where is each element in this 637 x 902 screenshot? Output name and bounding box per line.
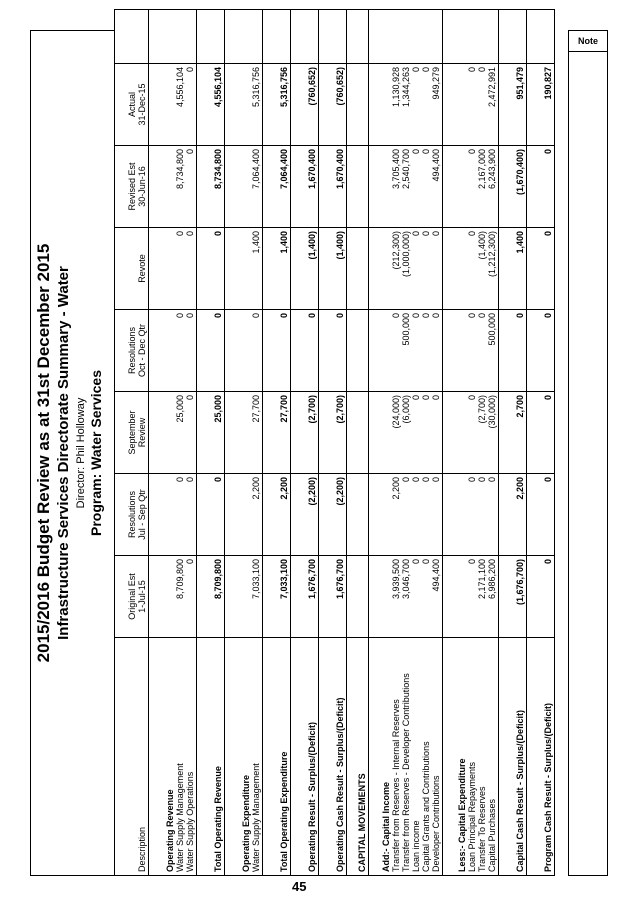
capital-movements-heading: CAPITAL MOVEMENTS: [347, 638, 369, 876]
table-row: Operating Result - Surplus/(Deficit) 1,676,700 (2,200) (2,700) 0 (1,400) 1,670,400 (760,652): [291, 10, 319, 876]
title-block: [30, 30, 114, 876]
col-resolutions-q1: Resolutions Jul - Sep Qtr: [115, 474, 149, 556]
budget-table: [114, 9, 555, 876]
table-row: Operating Cash Result - Surplus/(Deficit) 1,676,700 (2,200) (2,700) 0 (1,400) 1,670,400 (760,652): [319, 10, 347, 876]
table-row: Operating Revenue Water Supply Management Water Supply Operations 8,709,800 0 0 0 25,000 0 0 0 0 0 8,734,800 0 4,556,104 0: [149, 10, 197, 876]
director-line: Director: Phil Holloway: [75, 397, 87, 509]
col-resolutions-q2: Resolutions Oct - Dec Qtr: [115, 310, 149, 392]
header-row: [115, 10, 149, 876]
table-row: Operating Expenditure Water Supply Management 7,033,100 2,200 27,700 0 1,400 7,064,400 5,316,756: [225, 10, 263, 876]
table-row: Program Cash Result - Surplus/(Deficit) 0 0 0 0 0 0 190,827: [527, 10, 555, 876]
program-line: Program: Water Services: [88, 370, 104, 536]
table-row: Total Operating Revenue 8,709,800 0 25,000 0 0 8,734,800 4,556,104: [197, 10, 225, 876]
page-number: 45: [292, 879, 307, 894]
report-subtitle: Infrastructure Services Directorate Summary - Water: [55, 266, 72, 640]
table-row: Add:- Capital Income Transfer from Reserves - Internal Reserves Transfer from Reserves - Developer Contributions Loan income Capital Grants and Contributions Developer Contributions 3,939,500 3,046,700 0 0 494,400 2,200 0 0 0 0 (24,000) (6,000) 0 0 0 0 500,000 0 0 0 (212,300) (1,000,000) 0 0 0 3,705,400 2,540,700 0 0 494,400 1,130,928 1,344,263 0 0 949,279: [369, 10, 443, 876]
col-september-review: September Review: [115, 392, 149, 474]
table-row: [347, 10, 369, 876]
op-rev-heading: Operating Revenue: [165, 789, 175, 872]
budget-sheet: [30, 30, 606, 876]
table-row: Less:- Capital Expenditure Loan Principal Repayments Transfer To Reserves Capital Purchases 0 2,171,100 6,986,200 0 0 0 0 (2,700) (30,000) 0 0 500,000 0 (1,400) (1,212,300) 0 2,167,000 6,243,900 0 0 2,472,991: [443, 10, 499, 876]
note-header: Note: [568, 30, 608, 52]
col-note: [115, 10, 149, 64]
col-actual: Actual 31-Dec-15: [115, 64, 149, 146]
op-exp-heading: Operating Expenditure: [241, 774, 251, 872]
report-title: 2015/2016 Budget Review as at 31st December 2015: [34, 243, 53, 663]
table-row: Total Operating Expenditure 7,033,100 2,200 27,700 0 1,400 7,064,400 5,316,756: [263, 10, 291, 876]
col-revote: Revote: [115, 228, 149, 310]
note-column: [568, 52, 608, 876]
col-revised-est: Revised Est 30-Jun-16: [115, 146, 149, 228]
col-original-est: Original Est 1-Jul-15: [115, 556, 149, 638]
table-row: Capital Cash Result - Surplus/(Deficit) (1,676,700) 2,200 2,700 0 1,400 (1,670,400) 951,479: [499, 10, 527, 876]
col-description: Description: [115, 638, 149, 876]
